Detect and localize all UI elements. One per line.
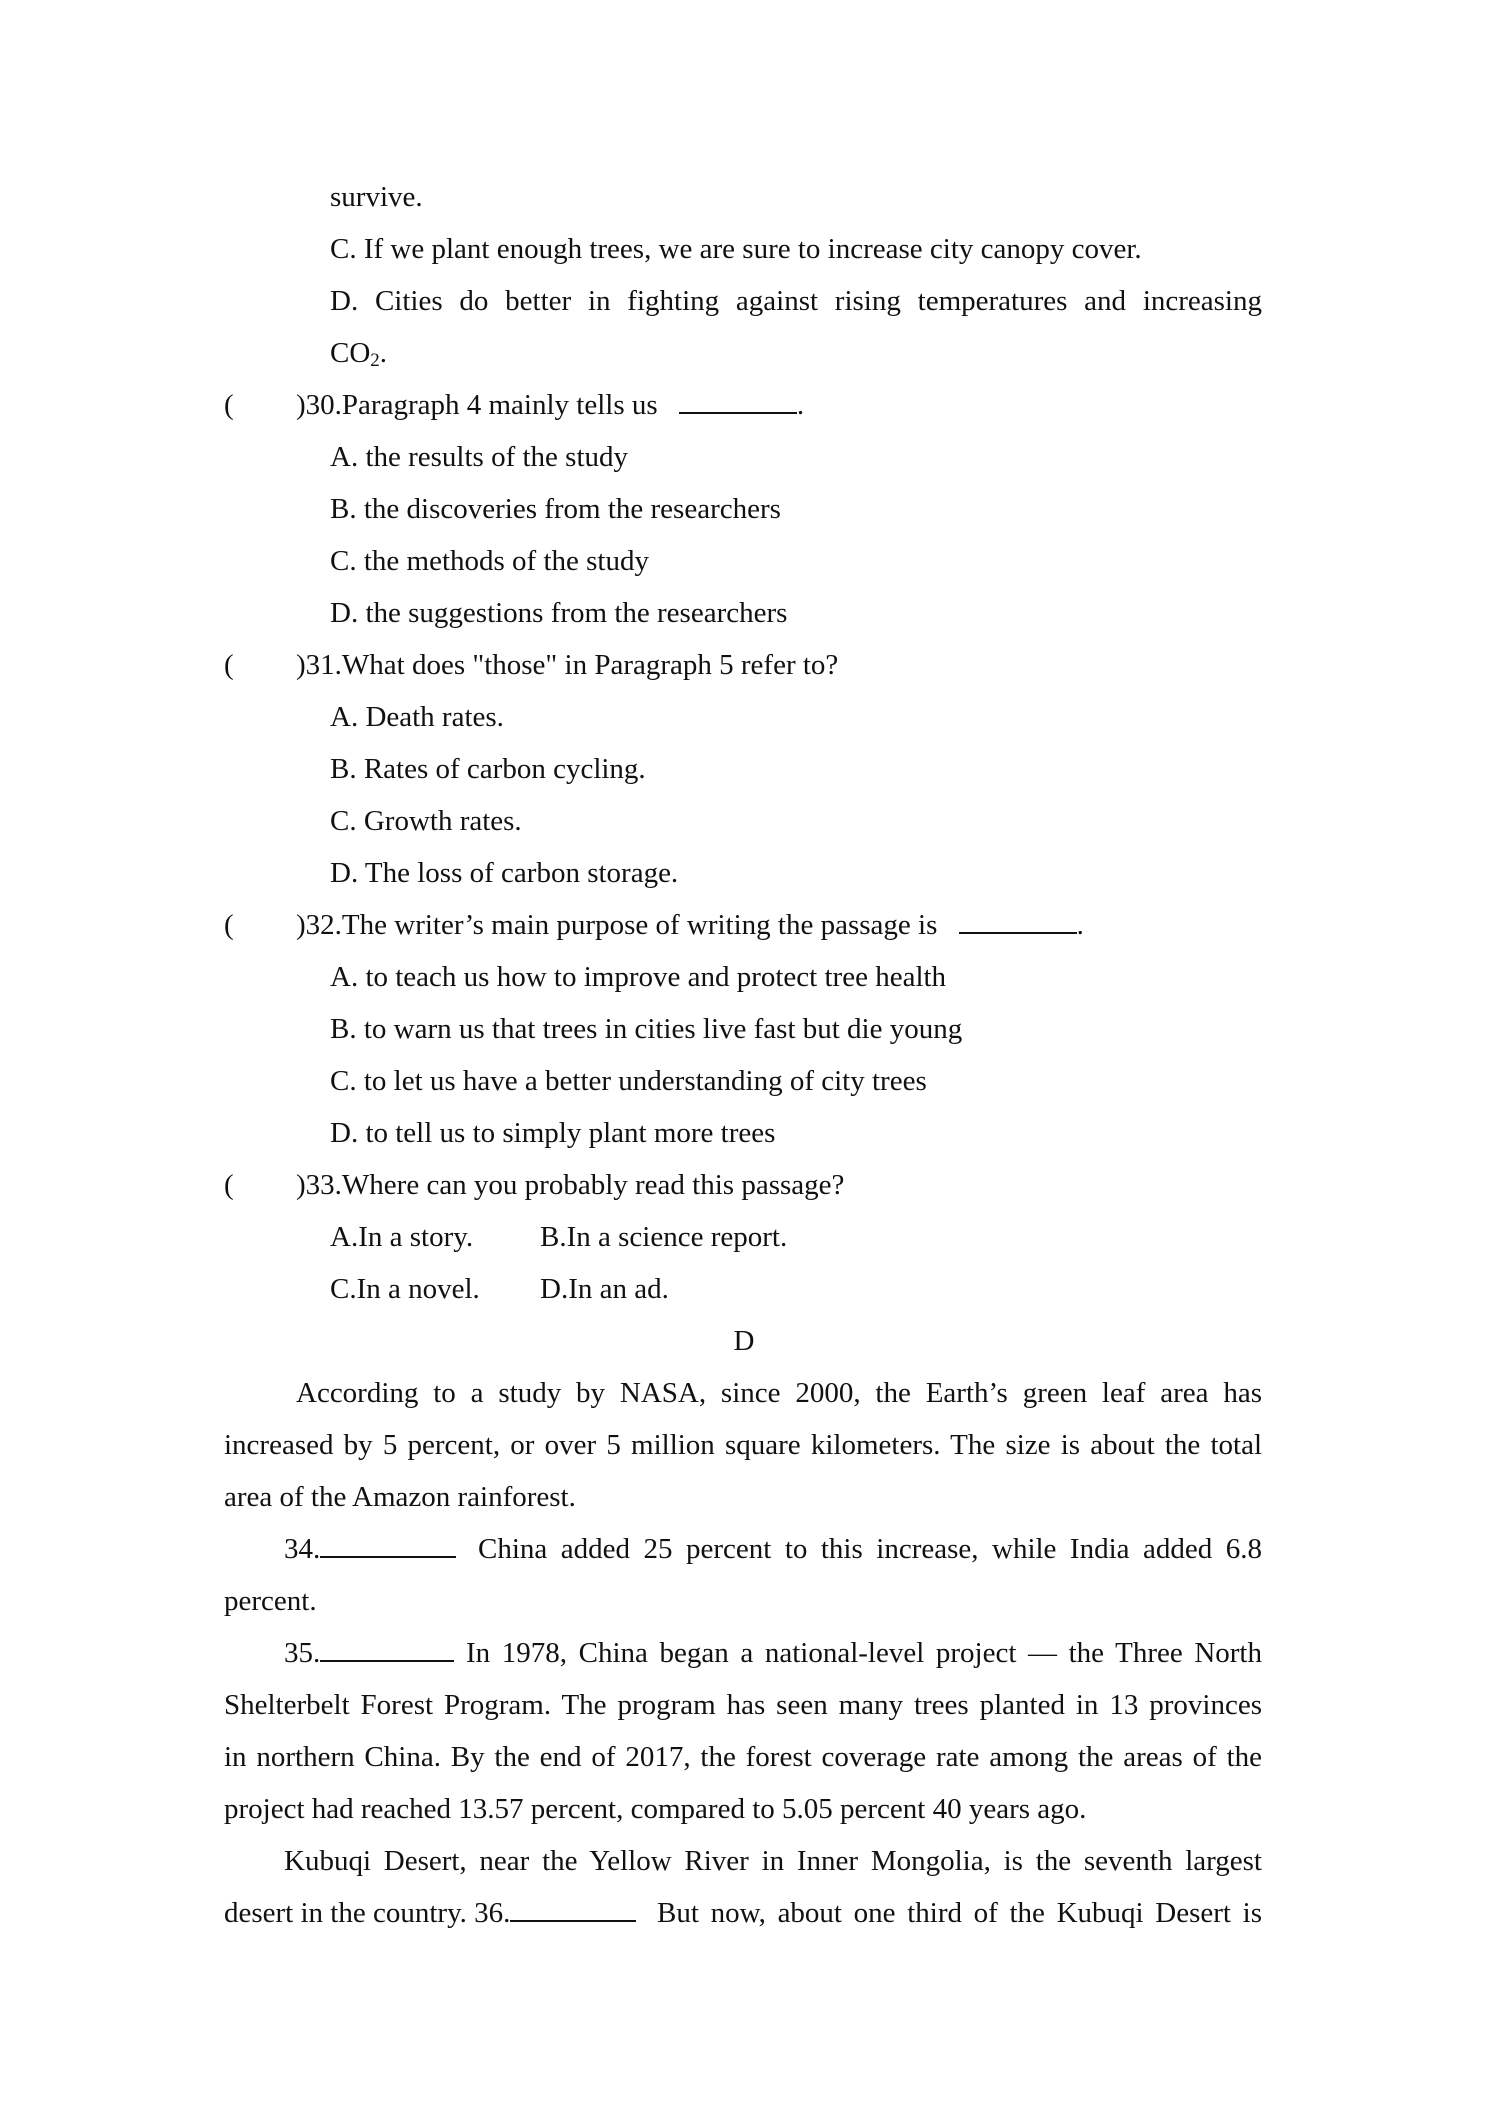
- q32-option-d: D. to tell us to simply plant more trees: [330, 1117, 776, 1149]
- q33-option-c: C.In a novel.: [330, 1273, 480, 1305]
- p4-text-b: But now, about one third of the Kubuqi Desert is: [657, 1897, 1262, 1929]
- question-number: )32.: [296, 909, 342, 941]
- q29-option-b-end: survive.: [330, 181, 423, 213]
- answer-blank[interactable]: [679, 386, 797, 414]
- q32-option-b: B. to warn us that trees in cities live fast but die young: [330, 1013, 963, 1045]
- q30-option-b: B. the discoveries from the researchers: [330, 493, 781, 525]
- q30-option-d: D. the suggestions from the researchers: [330, 597, 788, 629]
- q30-option-c: C. the methods of the study: [330, 545, 649, 577]
- p2-text: China added 25 percent to this increase, while India added 6.8: [478, 1533, 1262, 1565]
- stem-end: .: [1076, 909, 1084, 941]
- answer-paren[interactable]: (: [224, 1169, 234, 1201]
- question-stem: What does "those" in Paragraph 5 refer to?: [341, 649, 839, 681]
- passage-p2-line2: percent.: [224, 1585, 317, 1617]
- answer-blank-35[interactable]: [320, 1634, 454, 1662]
- question-stem: The writer’s main purpose of writing the passage is: [341, 909, 938, 941]
- passage-p3-line1: [284, 1633, 1262, 1673]
- co2-subscript: 2: [370, 350, 380, 371]
- passage-p1-line1: According to a study by NASA, since 2000, the Earth’s green leaf area has: [296, 1377, 1262, 1409]
- p4-text-a: desert in the country. 36.: [224, 1897, 511, 1929]
- co2-period: .: [379, 337, 388, 369]
- passage-p2-line1: [284, 1529, 1262, 1569]
- passage-p1-line2: increased by 5 percent, or over 5 million square kilometers. The size is about the total: [224, 1429, 1262, 1461]
- q33-option-d: D.In an ad.: [540, 1273, 669, 1305]
- question-number: )31.: [296, 649, 342, 681]
- question-number: )33.: [296, 1169, 342, 1201]
- answer-paren[interactable]: (: [224, 389, 234, 421]
- answer-paren[interactable]: (: [224, 649, 234, 681]
- passage-p1-line3: area of the Amazon rainforest.: [224, 1481, 576, 1513]
- q32-option-a: A. to teach us how to improve and protect tree health: [330, 961, 947, 993]
- answer-blank-34[interactable]: [320, 1530, 456, 1558]
- q31-option-a: A. Death rates.: [330, 701, 504, 733]
- question-stem: Paragraph 4 mainly tells us: [341, 389, 658, 421]
- passage-p4-line2: [224, 1893, 1262, 1933]
- passage-p3-line4: project had reached 13.57 percent, compared to 5.05 percent 40 years ago.: [224, 1793, 1087, 1825]
- q33-option-a: A.In a story.: [330, 1221, 474, 1253]
- q30-option-a: A. the results of the study: [330, 441, 629, 473]
- question-stem: Where can you probably read this passage?: [341, 1169, 845, 1201]
- passage-p4-line1: Kubuqi Desert, near the Yellow River in Inner Mongolia, is the seventh largest: [284, 1845, 1262, 1877]
- q32-option-c: C. to let us have a better understanding of city trees: [330, 1065, 927, 1097]
- q29-option-d-line2: [330, 333, 387, 381]
- answer-blank[interactable]: [959, 906, 1077, 934]
- section-heading-d: D: [733, 1325, 755, 1357]
- q31-option-c: C. Growth rates.: [330, 805, 522, 837]
- answer-blank-36[interactable]: [510, 1894, 636, 1922]
- p3-text: In 1978, China began a national-level project — the Three North: [466, 1637, 1262, 1669]
- q29-option-c: C. If we plant enough trees, we are sure to increase city canopy cover.: [330, 233, 1142, 265]
- stem-end: .: [796, 389, 805, 421]
- q33-option-b: B.In a science report.: [540, 1221, 788, 1253]
- question-number: )30.: [296, 389, 342, 421]
- q29-option-d-line1: D. Cities do better in fighting against rising temperatures and increasing: [330, 285, 1262, 317]
- co2-text: CO: [330, 337, 371, 369]
- passage-p3-line2: Shelterbelt Forest Program. The program has seen many trees planted in 13 provinces: [224, 1689, 1262, 1721]
- q31-option-d: D. The loss of carbon storage.: [330, 857, 679, 889]
- passage-p3-line3: in northern China. By the end of 2017, the forest coverage rate among the areas of the: [224, 1741, 1262, 1773]
- q31-option-b: B. Rates of carbon cycling.: [330, 753, 646, 785]
- blank-number-35: 35.: [284, 1637, 321, 1669]
- blank-number-34: 34.: [284, 1533, 321, 1565]
- answer-paren[interactable]: (: [224, 909, 234, 941]
